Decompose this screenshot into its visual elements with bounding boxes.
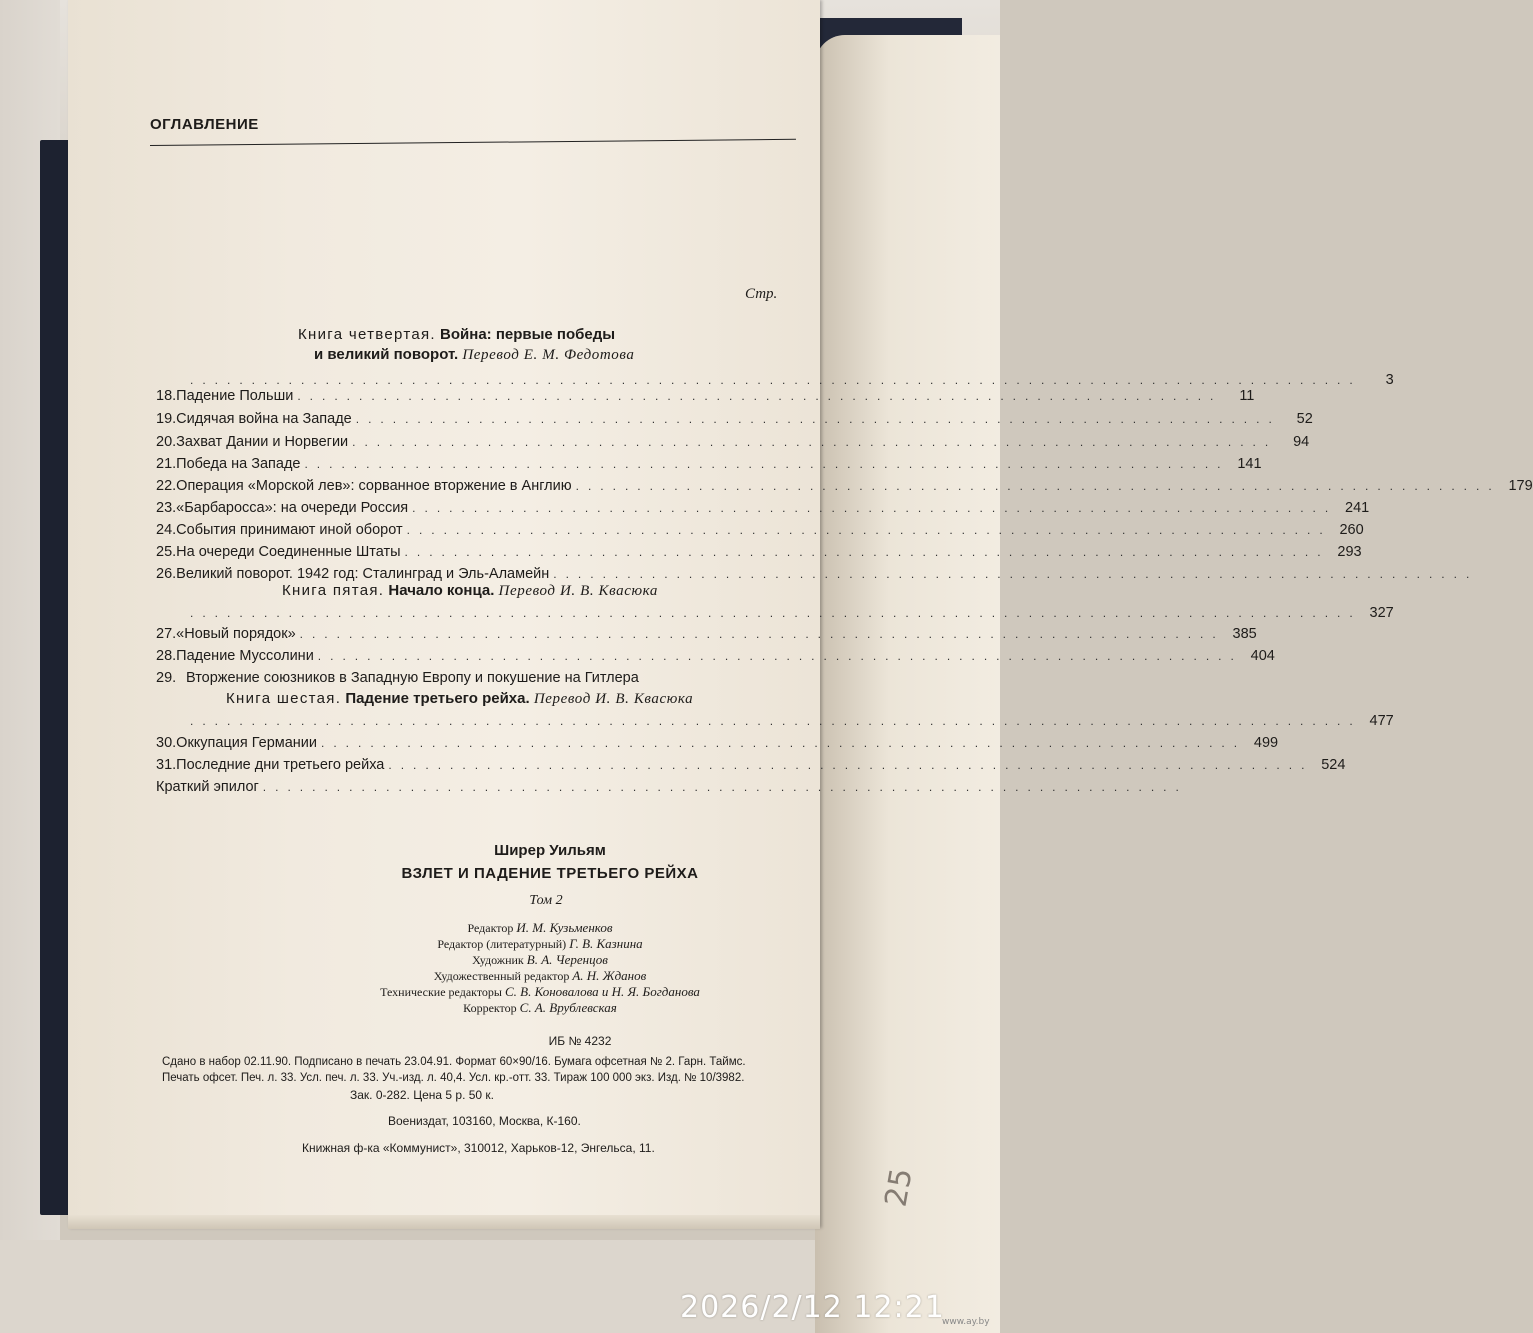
book-heading (282, 582, 658, 600)
leader-dots: ........................................................................... (352, 435, 1278, 449)
toc-title: ОГЛАВЛЕНИЕ (150, 116, 259, 133)
book-label: Книга пятая. (282, 582, 385, 599)
chapter-page: 293 (1337, 544, 1362, 560)
chapter-page: 499 (1253, 735, 1279, 751)
leader-dots: ........................................................................... (412, 501, 1338, 515)
leader-dots: ............................................................................................... (190, 606, 1362, 620)
chapter-number: 19. (156, 411, 177, 427)
chapter-number: 22. (156, 478, 177, 494)
imprint-volume: Том 2 (529, 893, 563, 908)
toc-row (156, 434, 1310, 454)
chapter-number: 20. (156, 434, 177, 450)
chapter-title: Падение Муссолини (176, 648, 314, 664)
chapter-title: События принимают иной оборот (176, 522, 403, 538)
credit-line: Художник В. А. Черенцов (472, 952, 608, 967)
page-bottom-edge (68, 1215, 820, 1229)
book-cover-left (40, 140, 70, 1215)
chapter-title: «Новый порядок» (176, 626, 296, 642)
book-page-row (186, 713, 1394, 733)
book-page-number: 3 (1385, 372, 1394, 388)
leader-dots: ........................................................................... (304, 457, 1230, 471)
toc-row (156, 757, 1346, 777)
chapter-title: Операция «Морской лев»: сорванное вторжение в Англию (176, 478, 572, 494)
chapter-title: Падение Польши (176, 388, 294, 404)
chapter-page: 11 (1239, 388, 1255, 404)
chapter-title: Победа на Западе (176, 456, 301, 472)
leader-dots: ........................................................................... (297, 389, 1223, 403)
chapter-page: 260 (1339, 522, 1364, 538)
chapter-number: 27. (156, 626, 177, 642)
chapter-title: Захват Дании и Норвегии (176, 434, 349, 450)
handwritten-note: 25 (878, 1165, 920, 1210)
chapter-title: На очереди Соединенные Штаты (176, 544, 401, 560)
toc-row (156, 779, 1188, 799)
chapter-page: 385 (1232, 626, 1257, 642)
toc-row (156, 500, 1370, 520)
chapter-page: 404 (1250, 648, 1275, 664)
book-heading (298, 326, 615, 343)
book-translator: Перевод И. В. Квасюка (498, 583, 658, 599)
toc-row (156, 626, 1257, 646)
photo-timestamp: 2026/2/12 12:21 (680, 1290, 945, 1325)
chapter-title: «Барбаросса»: на очереди Россия (176, 500, 409, 516)
toc-row (156, 670, 818, 690)
chapter-page: 52 (1296, 411, 1313, 427)
book-translator: Перевод И. В. Квасюка (533, 691, 694, 707)
chapter-number: 29. (156, 670, 177, 686)
chapter-title: Краткий эпилог (156, 779, 259, 795)
chapter-number: 31. (156, 757, 177, 773)
book-title: Начало конца. (388, 582, 495, 599)
toc-row (156, 735, 1279, 755)
chapter-number: 25. (156, 544, 177, 560)
chapter-title: Оккупация Германии (176, 735, 318, 751)
ib-number: ИБ № 4232 (548, 1034, 612, 1048)
book-heading-cont (314, 346, 635, 364)
leader-dots: ........................................................................... (404, 545, 1330, 559)
toc-row (156, 366, 806, 386)
imprint-book-title: ВЗЛЕТ И ПАДЕНИЕ ТРЕТЬЕГО РЕЙХА (401, 865, 699, 882)
toc-row (156, 478, 1533, 498)
book-label: Книга шестая. (226, 690, 342, 707)
leader-dots: ............................................................................................... (190, 714, 1362, 728)
publisher: Воениздат, 103160, Москва, К-160. (388, 1114, 581, 1128)
book-title: Война: первые победы (440, 326, 616, 343)
book-heading (226, 690, 693, 708)
print-details-3: Зак. 0-282. Цена 5 р. 50 к. (350, 1088, 494, 1102)
leader-dots: ........................................................................... (575, 479, 1501, 493)
credit-line: Редактор И. М. Кузьменков (467, 920, 613, 935)
right-page-edge (815, 35, 1000, 1333)
print-details-1: Сдано в набор 02.11.90. Подписано в печать 23.04.91. Формат 60×90/16. Бумага офсетная № 2. Гарн. Таймс. (162, 1056, 746, 1068)
watermark: www.ay.by (942, 1317, 990, 1327)
chapter-page: 241 (1345, 500, 1370, 516)
chapter-page: 94 (1293, 434, 1310, 450)
toc-row (156, 456, 1262, 476)
chapter-number: 24. (156, 522, 177, 538)
toc-row (156, 522, 1364, 542)
imprint-author: Ширер Уильям (494, 842, 606, 859)
page-column-label: Стр. (745, 286, 778, 302)
book-page-number: 477 (1369, 713, 1394, 729)
book-translator: Перевод Е. М. Федотова (462, 347, 635, 363)
toc-row (156, 411, 1313, 431)
leader-dots: ............................................................................................... (190, 373, 1362, 387)
credit-line: Редактор (литературный) Г. В. Казнина (437, 936, 643, 951)
print-details-2: Печать офсет. Печ. л. 33. Усл. печ. л. 33. Уч.-изд. л. 40,4. Усл. кр.-отт. 33. Тираж 100 000 экз. Изд. № 10/3982. (162, 1072, 745, 1084)
chapter-title: Великий поворот. 1942 год: Сталинград и Эль-Аламейн (176, 566, 550, 582)
chapter-number: 28. (156, 648, 177, 664)
chapter-page: 524 (1321, 757, 1346, 773)
credits-block (340, 920, 740, 1016)
leader-dots: ........................................................................... (388, 758, 1314, 772)
chapter-title: Сидячая война на Западе (176, 411, 352, 427)
leader-dots: ........................................................................... (553, 567, 1479, 581)
toc-row (156, 388, 1255, 408)
credit-line: Технические редакторы С. В. Коновалова и Н. Я. Богданова (380, 984, 700, 999)
chapter-title: Последние дни третьего рейха (176, 757, 385, 773)
toc-row (156, 648, 1275, 668)
book-label: Книга четвертая. (298, 326, 436, 343)
leader-dots: ........................................................................... (262, 780, 1188, 794)
chapter-number: 30. (156, 735, 177, 751)
book-title-cont: и великий поворот. (314, 346, 459, 363)
leader-dots: ........................................................................... (406, 523, 1332, 537)
book-page-row (186, 605, 1394, 625)
printer: Книжная ф-ка «Коммунист», 310012, Харьков-12, Энгельса, 11. (302, 1141, 655, 1155)
leader-dots: ........................................................................... (317, 649, 1243, 663)
leader-dots: ........................................................................... (355, 412, 1281, 426)
chapter-number: 26. (156, 566, 177, 582)
chapter-number: 23. (156, 500, 177, 516)
chapter-title: Вторжение союзников в Западную Европу и покушение на Гитлера (186, 670, 639, 686)
credit-line: Художественный редактор А. Н. Жданов (433, 968, 647, 983)
toc-row (156, 544, 1362, 564)
book-title: Падение третьего рейха. (345, 690, 530, 707)
credit-line: Корректор С. А. Врублевская (463, 1000, 617, 1015)
leader-dots: ........................................................................... (321, 736, 1247, 750)
chapter-number: 21. (156, 456, 177, 472)
chapter-page: 141 (1237, 456, 1262, 472)
leader-dots: ........................................................................... (299, 627, 1225, 641)
book-page-number: 327 (1369, 605, 1394, 621)
chapter-number: 18. (156, 388, 177, 404)
chapter-page: 179 (1508, 478, 1533, 494)
